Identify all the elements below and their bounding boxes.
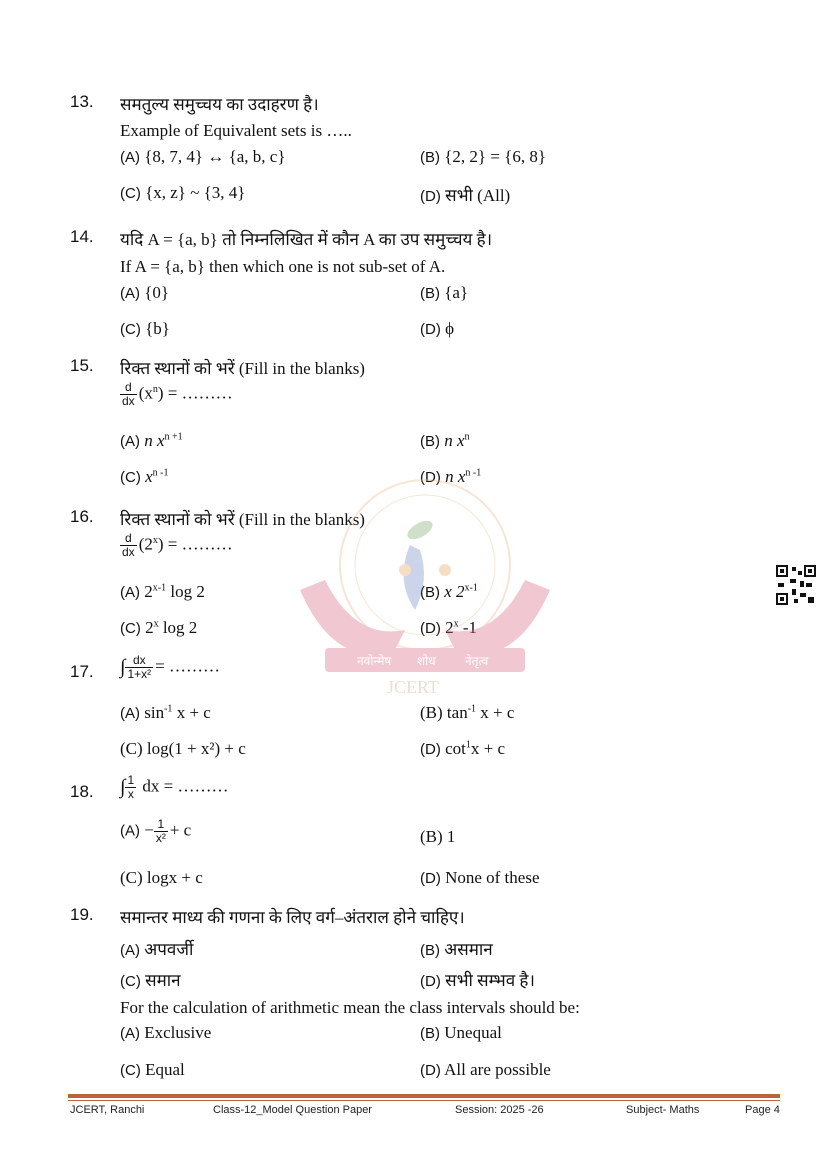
- option-d[interactable]: (D) ϕ: [420, 319, 455, 338]
- footer-rule: [68, 1094, 780, 1098]
- option-c-hindi[interactable]: (C) समान: [120, 971, 181, 990]
- question-hindi: समान्तर माध्य की गणना के लिए वर्ग–अंतराल होने चाहिए।: [120, 908, 465, 927]
- question-expression: ∫ $\frac{dx}{\text{1+x²}}$ = ………: [120, 653, 221, 681]
- option-c[interactable]: (C) 2$^x$ log 2: [120, 618, 198, 637]
- question-number: 19.: [70, 905, 94, 924]
- question-expression: ∫ $\frac{1}{x}$ dx = ………: [120, 773, 229, 801]
- derivative-fraction: $\frac{d}{dx}$: [122, 531, 135, 559]
- option-a[interactable]: (A) Exclusive: [120, 1023, 212, 1042]
- option-b[interactable]: (B) n $x^n$: [420, 431, 470, 450]
- integral-sign: ∫: [120, 776, 126, 798]
- option-d[interactable]: (D) सभी (All): [420, 186, 511, 205]
- option-d[interactable]: (D) All are possible: [420, 1060, 551, 1079]
- option-d[interactable]: (D) None of these: [420, 868, 540, 887]
- option-c[interactable]: (C) $x^{n -1}$: [120, 467, 169, 486]
- option-b-hindi[interactable]: (B) असमान: [420, 940, 493, 959]
- question-number: 18.: [70, 782, 94, 801]
- question-english: Example of Equivalent sets is …..: [120, 121, 352, 140]
- footer-class: Class-12_Model Question Paper: [213, 1104, 372, 1116]
- question-number: 17.: [70, 662, 94, 681]
- option-a-hindi[interactable]: (A) अपवर्जी: [120, 940, 194, 959]
- option-d[interactable]: (D) 2$^x$ -1: [420, 618, 477, 637]
- question-hindi: समतुल्य समुच्चय का उदाहरण है।: [120, 95, 319, 114]
- option-b[interactable]: (B) x 2$^{x-1}$: [420, 582, 478, 601]
- question-hindi: यदि A = {a, b} तो निम्नलिखित में कौन A का उप समुच्चय है।: [120, 230, 493, 249]
- option-d[interactable]: (D) $\cot^1x + c$: [420, 739, 505, 758]
- option-c[interactable]: (C) {b}: [120, 319, 170, 338]
- watermark-word-1: नवोन्मेष: [357, 654, 392, 668]
- option-a-fraction: $\frac{1}{\text{x²}}$: [155, 817, 166, 845]
- footer-org: JCERT, Ranchi: [70, 1104, 145, 1116]
- footer-rule-thin: [68, 1100, 780, 1101]
- option-a[interactable]: (A) n $x^{n +1}$: [120, 431, 183, 450]
- option-a[interactable]: (A) $\sin^{-1} x + c$: [120, 703, 211, 722]
- watermark-word-2: शोध: [417, 654, 436, 668]
- question-hindi: रिक्त स्थानों को भरें (Fill in the blanks): [120, 510, 365, 529]
- watermark-word-3: नेतृत्व: [465, 654, 489, 668]
- option-a[interactable]: (A) {0}: [120, 283, 170, 302]
- jcert-watermark-logo: [295, 470, 555, 700]
- question-expression: $\frac{d}{dx}$ $(x^n)$ = ………: [122, 380, 233, 408]
- option-b[interactable]: (B) {2, 2} = {6, 8}: [420, 147, 546, 166]
- option-b[interactable]: (B) Unequal: [420, 1023, 502, 1042]
- question-english: For the calculation of arithmetic mean the class intervals should be:: [120, 998, 580, 1017]
- footer-subject: Subject- Maths: [626, 1104, 700, 1116]
- option-a[interactable]: (A) {8, 7, 4} ↔ {a, b, c}: [120, 147, 286, 166]
- option-a[interactable]: (A) − $\frac{1}{\text{x²}}$ + c: [120, 817, 192, 845]
- option-c[interactable]: (C) log(1 + x²) + c: [120, 739, 246, 758]
- question-english: If A = {a, b} then which one is not sub-set of A.: [120, 257, 446, 276]
- option-c[interactable]: (C) {x, z} ~ {3, 4}: [120, 183, 246, 202]
- question-expression: $\frac{d}{dx}$ $(2^x)$ = ………: [122, 531, 233, 559]
- option-c[interactable]: (C) Equal: [120, 1060, 185, 1079]
- page-number: Page 4: [745, 1104, 780, 1116]
- integrand-fraction: $\frac{1}{x}$: [127, 773, 135, 801]
- option-b[interactable]: (B) $\tan^{-1} x + c$: [420, 703, 515, 722]
- question-number: 13.: [70, 92, 94, 111]
- watermark-brand: JCERT: [387, 677, 439, 697]
- option-c[interactable]: (C) logx + c: [120, 868, 203, 887]
- option-a[interactable]: (A) 2$^{x-1}$ log 2: [120, 582, 205, 601]
- derivative-fraction: $\frac{d}{dx}$: [122, 380, 135, 408]
- integral-sign: ∫: [120, 656, 126, 678]
- option-b[interactable]: (B) {a}: [420, 283, 469, 302]
- qr-code-icon: [776, 565, 816, 605]
- option-d[interactable]: (D) n $x^{n -1}$: [420, 467, 482, 486]
- option-b[interactable]: (B) 1: [420, 827, 456, 846]
- question-number: 14.: [70, 227, 94, 246]
- question-hindi: रिक्त स्थानों को भरें (Fill in the blanks): [120, 359, 365, 378]
- option-d-hindi[interactable]: (D) सभी सम्भव है।: [420, 971, 535, 990]
- question-number: 15.: [70, 356, 94, 375]
- integrand-fraction: $\frac{dx}{\text{1+x²}}$: [127, 653, 152, 681]
- footer-session: Session: 2025 -26: [455, 1104, 544, 1116]
- question-number: 16.: [70, 507, 94, 526]
